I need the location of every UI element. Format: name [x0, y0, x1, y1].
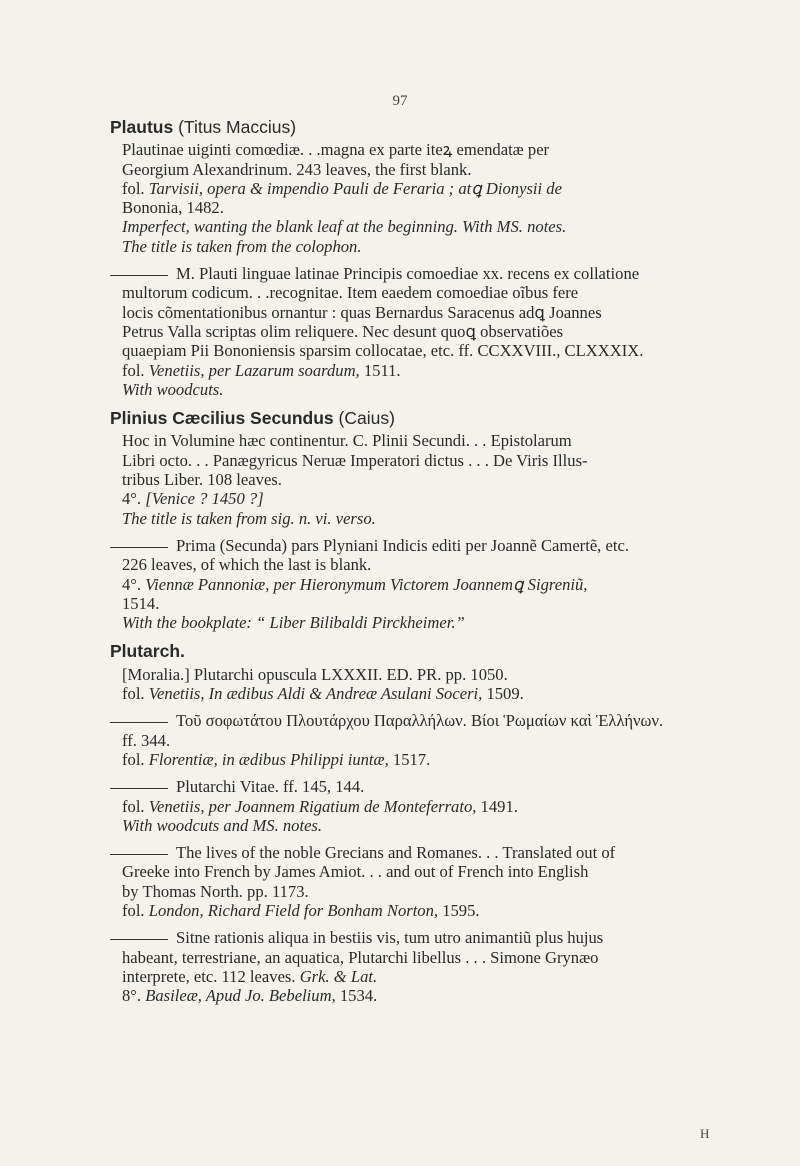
entry-line [122, 237, 722, 256]
imprint-year: 1509. [482, 684, 524, 704]
entry-line [122, 948, 722, 967]
entry-line [122, 217, 722, 236]
line-text: habeant, terrestriane, an aquatica, Plutarchi libellus . . . Simone Grynæo [122, 947, 599, 967]
line-text: With woodcuts. [122, 379, 224, 399]
line-text: [Moralia.] Plutarchi opuscula LXXXII. ED. PR. pp. 1050. [122, 664, 508, 684]
entry-line [122, 797, 722, 816]
line-text: The lives of the noble Grecians and Romanes. . . Translated out of [176, 843, 616, 863]
imprint-year: 1534. [335, 986, 378, 1006]
ditto-dash [110, 547, 168, 548]
line-text: The title is taken from the colophon. [122, 236, 362, 256]
catalogue-entry [122, 665, 722, 704]
catalogue-entry [122, 711, 722, 769]
entry-line [122, 198, 722, 217]
ditto-dash [110, 275, 168, 276]
imprint-year: 1491. [476, 796, 518, 816]
catalogue-entry [122, 928, 722, 1005]
format: fol. [122, 749, 149, 769]
line-text: Τοῦ σοφωτάτου Πλουτάρχου Παραλλήλων. Βίοι Ῥωμαίων καὶ Ἑλλήνων. [176, 711, 664, 731]
entry-line [122, 575, 722, 594]
entry-line [122, 179, 722, 198]
format: 4°. [122, 574, 146, 594]
entry-line [122, 341, 722, 360]
line-text: Prima (Secunda) pars Plyniani Indicis editi per Joannẽ Camertẽ, etc. [176, 535, 629, 555]
catalogue-entry [122, 264, 722, 399]
ditto-dash [110, 722, 168, 723]
line-text: quaepiam Pii Bononiensis sparsim collocatae, etc. ff. CCXXVIII., CLXXXIX. [122, 341, 644, 361]
entry-line [122, 928, 722, 947]
entry-line [122, 431, 722, 450]
entry-line [122, 322, 722, 341]
line-text: M. Plauti linguae latinae Principis comoediae xx. recens ex collatione [176, 264, 640, 284]
entry-line [122, 489, 722, 508]
line-text: The title is taken from sig. n. vi. verso. [122, 508, 376, 528]
imprint-year: 1517. [388, 749, 431, 769]
entry-line [122, 509, 722, 528]
line-text: With the bookplate: “ Liber Bilibaldi Pirckheimer.” [122, 613, 465, 633]
line-text: Hoc in Volumine hæc continentur. C. Plinii Secundi. . . Epistolarum [122, 431, 572, 451]
entry-line [122, 594, 722, 613]
line-text: Sitne rationis aliqua in bestiis vis, tum utro animantiũ plus hujus [176, 928, 604, 948]
entry-line [122, 665, 722, 684]
line-text: Imperfect, wanting the blank leaf at the beginning. With MS. notes. [122, 217, 567, 237]
entry-line [122, 536, 722, 555]
heading-name: Plutarch. [110, 641, 185, 662]
imprint-text: Basileæ, Apud Jo. Bebelium, [145, 986, 336, 1006]
imprint-text: [Venice ? 1450 ?] [145, 489, 264, 509]
section-heading [110, 118, 722, 137]
entry-line [122, 843, 722, 862]
entry-line [122, 901, 722, 920]
format: fol. [122, 360, 149, 380]
entry-line [122, 684, 722, 703]
entry-line [122, 555, 722, 574]
imprint-year: 1595. [438, 900, 480, 920]
section-heading [110, 409, 722, 428]
signature-mark: H [700, 1126, 710, 1141]
line-text: tribus Liber. 108 leaves. [122, 470, 282, 490]
line-text: Petrus Valla scriptas olim reliquere. Nec desunt quoꝗ observatiões [122, 321, 564, 341]
entry-line [122, 731, 722, 750]
catalogue-entry [122, 431, 722, 527]
imprint-text: Venetiis, per Joannem Rigatium de Monteferrato, [148, 796, 477, 816]
line-text: 226 leaves, of which the last is blank. [122, 555, 372, 575]
line-text: locis cõmentationibus ornantur : quas Bernardus Saracenus adꝗ Joannes [122, 302, 602, 322]
format: 8°. [122, 986, 146, 1006]
entry-line [122, 451, 722, 470]
heading-name: Plinius Cæcilius Secundus [110, 408, 334, 429]
entry-line [122, 303, 722, 322]
ditto-dash [110, 854, 168, 855]
catalogue-entry [122, 140, 722, 256]
imprint-text: Venetiis, In ædibus Aldi & Andreæ Asulani Soceri, [148, 684, 483, 704]
line-text: With woodcuts and MS. notes. [122, 815, 323, 835]
entry-line [122, 750, 722, 769]
entry-line [122, 264, 722, 283]
page-body [110, 112, 722, 1013]
entry-line [122, 361, 722, 380]
ditto-dash [110, 788, 168, 789]
entry-line [122, 160, 722, 179]
catalogue-entry [122, 777, 722, 835]
line-text: multorum codicum. . .recognitae. Item eaedem comoediae oĩbus fere [122, 283, 579, 303]
entry-line [122, 816, 722, 835]
format: fol. [122, 178, 149, 198]
imprint-text: Viennæ Pannoniæ, per Hieronymum Victorem Joannemꝗ Sigreniũ, [145, 574, 588, 594]
format: Bononia, 1482. [122, 198, 224, 218]
entry-line [122, 711, 722, 730]
format: fol. [122, 684, 149, 704]
line-text: Plautinae uiginti comœdiæ. . .magna ex parte iteꝝ emendatæ per [122, 140, 550, 160]
entry-line [122, 140, 722, 159]
entry-line [122, 380, 722, 399]
ditto-dash [110, 939, 168, 940]
section-heading [110, 642, 722, 661]
format: fol. [122, 796, 149, 816]
entry-line [122, 882, 722, 901]
entry-line [122, 986, 722, 1005]
line-text: Georgium Alexandrinum. 243 leaves, the first blank. [122, 159, 472, 179]
entry-line [122, 613, 722, 632]
catalogue-entry [122, 843, 722, 920]
format: fol. [122, 900, 149, 920]
entry-line [122, 967, 722, 986]
line-text: Libri octo. . . Panægyricus Neruæ Imperatori dictus . . . De Viris Illus- [122, 450, 588, 470]
format: 4°. [122, 489, 146, 509]
imprint-text: Florentiæ, in ædibus Philippi iuntæ, [148, 749, 389, 769]
entry-line [122, 283, 722, 302]
line-text: interprete, etc. 112 leaves. [122, 966, 296, 986]
line-text: Plutarchi Vitae. ff. 145, 144. [176, 777, 365, 797]
heading-name: Plautus [110, 117, 174, 137]
line-text: ff. 344. [122, 730, 171, 750]
entry-line [122, 777, 722, 796]
catalogue-entry [122, 536, 722, 632]
imprint-text: London, Richard Field for Bonham Norton, [148, 900, 439, 920]
imprint-year: 1511. [359, 360, 401, 380]
line-text: Greeke into French by James Amiot. . . and out of French into English [122, 862, 589, 882]
page-number: 97 [392, 93, 408, 109]
line-text: 1514. [122, 593, 160, 613]
line-text: by Thomas North. pp. 1173. [122, 881, 309, 901]
heading-forenames: (Caius) [333, 408, 395, 429]
line-italic: Grk. & Lat. [295, 966, 378, 986]
imprint-text: Venetiis, per Lazarum soardum, [148, 360, 360, 380]
heading-forenames: (Titus Maccius) [173, 117, 297, 137]
entry-line [122, 470, 722, 489]
entry-line [122, 862, 722, 881]
imprint-text: Tarvisii, opera & impendio Pauli de Feraria ; atꝗ Dionysii de [148, 178, 562, 198]
